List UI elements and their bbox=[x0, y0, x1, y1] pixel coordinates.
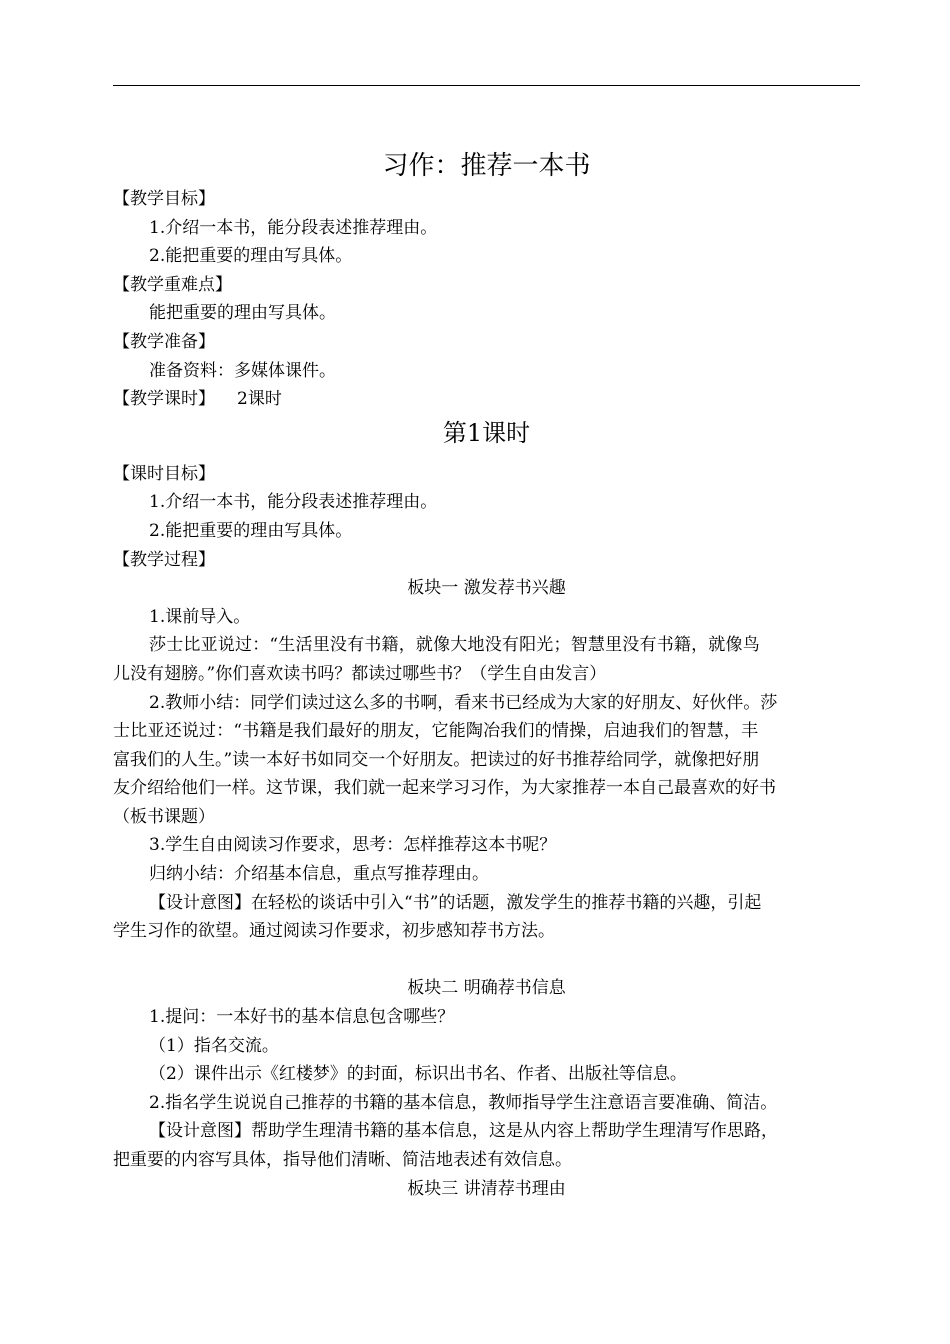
block-1-paragraph: 2.教师小结：同学们读过这么多的书啊，看来书已经成为大家的好朋友、好伙伴。莎 bbox=[149, 692, 778, 713]
block-2-design-intent: 把重要的内容写具体，指导他们清晰、简洁地表述有效信息。 bbox=[113, 1150, 572, 1170]
block-1-paragraph: 友介绍给他们一样。这节课，我们就一起来学习习作，为大家推荐一本自己最喜欢的好书 bbox=[113, 778, 776, 799]
page-title: 习作：推荐一本书 bbox=[382, 151, 591, 181]
objective-1: 1.介绍一本书，能分段表述推荐理由。 bbox=[149, 217, 438, 238]
preparation-text: 准备资料：多媒体课件。 bbox=[149, 360, 336, 381]
keypoint-text: 能把重要的理由写具体。 bbox=[149, 303, 336, 324]
lesson-objective-1: 1.介绍一本书，能分段表述推荐理由。 bbox=[149, 492, 438, 513]
section-heading-keypoints: 【教学重难点】 bbox=[113, 274, 232, 295]
section-heading-preparation: 【教学准备】 bbox=[113, 331, 215, 352]
document-body bbox=[113, 147, 860, 1203]
block-1-paragraph: 莎士比亚说过：“生活里没有书籍，就像大地没有阳光；智慧里没有书籍，就像鸟 bbox=[149, 635, 760, 656]
block-2-paragraph: 2.指名学生说说自己推荐的书籍的基本信息，教师指导学生注意语言要准确、简洁。 bbox=[149, 1092, 778, 1113]
objective-2: 2.能把重要的理由写具体。 bbox=[149, 246, 353, 267]
section-heading-process: 【教学过程】 bbox=[113, 549, 215, 570]
hours-value: 2课时 bbox=[237, 389, 282, 410]
block-2-design-intent: 【设计意图】帮助学生理清书籍的基本信息，这是从内容上帮助学生理清写作思路， bbox=[149, 1121, 778, 1142]
block-1-design-intent: 学生习作的欲望。通过阅读习作要求，初步感知荐书方法。 bbox=[113, 921, 555, 942]
block-2-paragraph: （2）课件出示《红楼梦》的封面，标识出书名、作者、出版社等信息。 bbox=[149, 1064, 687, 1085]
block-2-title: 板块二 明确荐书信息 bbox=[407, 978, 566, 999]
block-1-paragraph: 归纳小结：介绍基本信息，重点写推荐理由。 bbox=[149, 864, 489, 885]
block-2-paragraph: （1）指名交流。 bbox=[149, 1035, 279, 1056]
section-heading-lesson-objectives: 【课时目标】 bbox=[113, 463, 215, 484]
block-1-paragraph: 富我们的人生。”读一本好书如同交一个好朋友。把读过的好书推荐给同学，就像把好朋 bbox=[113, 749, 760, 770]
hours-label: 【教学课时】 bbox=[113, 389, 215, 410]
block-1-paragraph: （板书课题） bbox=[113, 806, 215, 827]
block-1-paragraph: 3.学生自由阅读习作要求，思考：怎样推荐这本书呢？ bbox=[149, 835, 557, 856]
spacer bbox=[113, 946, 860, 975]
section-heading-hours bbox=[113, 385, 860, 414]
block-1-design-intent: 【设计意图】在轻松的谈话中引入“书”的话题，激发学生的推荐书籍的兴趣，引起 bbox=[149, 892, 762, 913]
lesson-title: 第1课时 bbox=[442, 418, 531, 447]
block-2-paragraph: 1.提问：一本好书的基本信息包含哪些？ bbox=[149, 1007, 455, 1028]
block-1-paragraph: 1.课前导入。 bbox=[149, 606, 251, 627]
lesson-objective-2: 2.能把重要的理由写具体。 bbox=[149, 520, 353, 541]
block-1-title: 板块一 激发荐书兴趣 bbox=[407, 578, 566, 599]
section-heading-objectives: 【教学目标】 bbox=[113, 189, 215, 209]
block-3-title: 板块三 讲清荐书理由 bbox=[407, 1178, 566, 1199]
header-rule bbox=[113, 85, 860, 86]
block-1-paragraph: 儿没有翅膀。”你们喜欢读书吗？都读过哪些书？（学生自由发言） bbox=[113, 663, 607, 684]
block-1-paragraph: 士比亚还说过：“书籍是我们最好的朋友，它能陶冶我们的情操，启迪我们的智慧，丰 bbox=[113, 721, 759, 742]
